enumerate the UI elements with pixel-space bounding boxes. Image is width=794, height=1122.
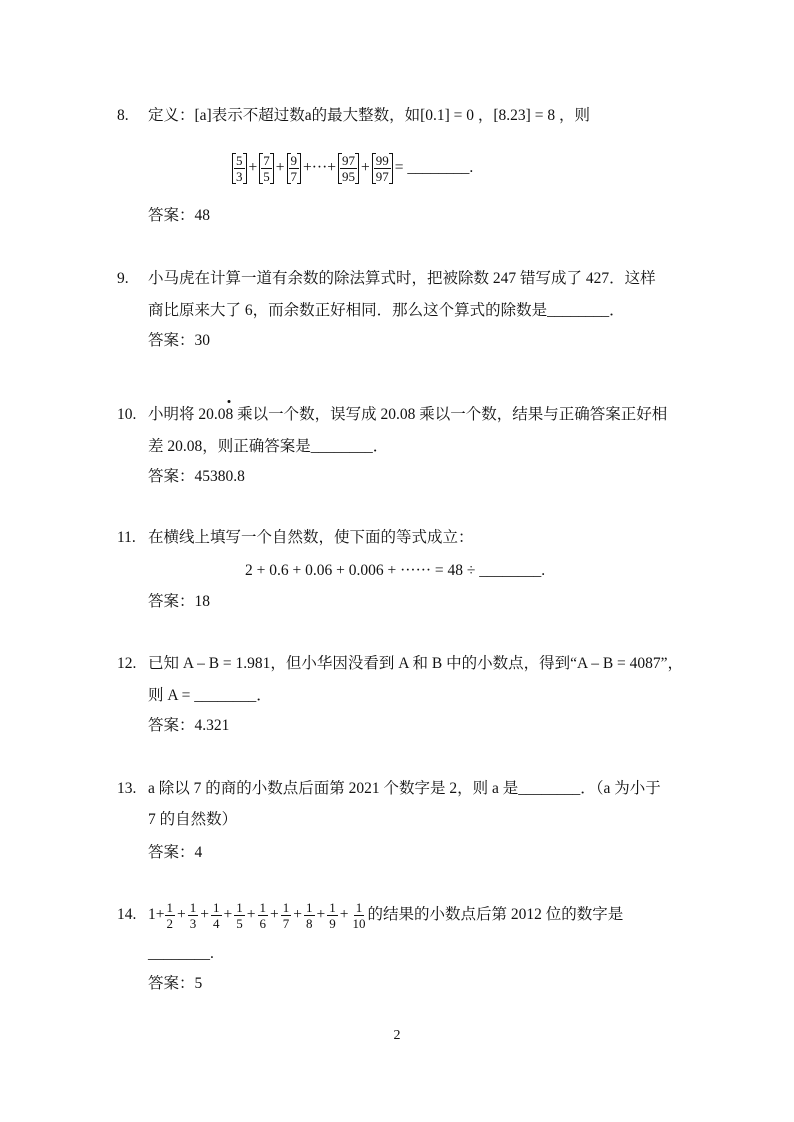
q14-frac-1: $\frac{1}{2}$ — [166, 899, 173, 931]
q8-frac-3-num: 9 — [290, 152, 297, 168]
q12-line-1: 已知 A – B = 1.981，但小华因没看到 A 和 B 中的小数点，得到“A – B = 4087”， — [148, 655, 684, 672]
q8-floor-3 — [287, 153, 302, 184]
q8-floor-5 — [372, 153, 393, 184]
q8-floor-1 — [232, 153, 247, 184]
q8-frac-5-den: 97 — [375, 168, 389, 184]
q8-stem: 定义：[a]表示不超过数a的最大整数，如[0.1] = 0 ，[8.23] = 8 ，则 — [148, 107, 590, 124]
q10-line-1 — [148, 405, 667, 425]
q11-equation: 2 + 0.6 + 0.06 + 0.006 + ······ = 48 ÷ ________. — [245, 562, 546, 579]
q14-answer: 答案：5 — [148, 975, 203, 992]
q14-lead: 1+ — [148, 906, 165, 923]
q8-frac-2-num: 7 — [263, 152, 270, 168]
q14-number: 14. — [117, 906, 137, 923]
q8-answer: 答案：48 — [148, 207, 211, 224]
q14-line-2: ________. — [148, 945, 214, 962]
q10-line-1-rest: 乘以一个数，误写成 20.08 乘以一个数，结果与正确答案正好相 — [233, 406, 668, 423]
q9-answer: 答案：30 — [148, 332, 211, 349]
q8-frac-1-num: 5 — [236, 152, 243, 168]
q14-frac-2: $\frac{1}{3}$ — [189, 899, 197, 931]
q14-frac-6: $\frac{1}{7}$ — [282, 899, 290, 931]
q13-number: 13. — [117, 780, 137, 797]
q8-expression: $\frac{5}{3}$ + $\frac{7}{5}$ + $\frac{9}{7}$ +···+ $\frac{97}{95}$ + $\frac{99}{97}$ = ________. — [232, 146, 475, 190]
q10-repeating-digit: 8 — [225, 406, 234, 423]
q10-pre: 小明将 20.0 — [148, 406, 226, 423]
q13-line-2: 7 的自然数） — [148, 811, 238, 828]
q14-frac-4: $\frac{1}{5}$ — [236, 899, 243, 931]
q12-answer: 答案：4.321 — [148, 717, 230, 734]
q8-frac-2-den: 5 — [263, 168, 270, 184]
q8-frac-5-num: 99 — [375, 152, 389, 168]
q12-number: 12. — [117, 655, 137, 672]
q10-line-2: 差 20.08，则正确答案是________． — [148, 438, 389, 455]
q8-ellipsis: +···+ — [303, 159, 336, 176]
q10-answer: 答案：45380.8 — [148, 468, 245, 485]
q10-number: 10. — [117, 406, 137, 423]
q8-number: 8. — [117, 107, 129, 124]
q14-frac-7: $\frac{1}{8}$ — [306, 899, 313, 931]
q13-line-1: a 除以 7 的商的小数点后面第 2021 个数字是 2，则 a 是________．（a 为小于 — [148, 780, 661, 797]
q8-floor-4 — [338, 153, 359, 184]
q14-line-1-rest: 的结果的小数点后第 2012 位的数字是 — [367, 906, 624, 923]
q11-number: 11. — [117, 529, 136, 546]
q14-frac-9: $\frac{1}{10}$ — [352, 899, 366, 931]
q8-frac-4-num: 97 — [341, 152, 355, 168]
page-number: 2 — [393, 1028, 401, 1043]
q9-line-1: 小马虎在计算一道有余数的除法算式时，把被除数 247 错写成了 427．这样 — [148, 270, 656, 287]
q8-floor-2 — [259, 153, 274, 184]
q9-number: 9. — [117, 270, 129, 287]
q8-frac-3-den: 7 — [290, 168, 297, 184]
q14-frac-3: $\frac{1}{4}$ — [213, 899, 220, 931]
q14-frac-8: $\frac{1}{9}$ — [329, 899, 336, 931]
q12-line-2: 则 A = ________． — [148, 687, 272, 704]
q8-frac-4-den: 95 — [341, 168, 355, 184]
q14-line-1: 1+ $\frac{1}{2}$ + $\frac{1}{3}$ + $\frac{1}{4}$ + $\frac{1}{5}$ + $\frac{1}{6}$ + $\frac{1}{7}$ + $\frac{1}{8}$ + $\frac{1}{9}$ + $\frac{1}{10}$ 的结果的小数点后第 2012 位的数字是 — [148, 899, 624, 931]
q11-answer: 答案：18 — [148, 593, 211, 610]
q13-answer: 答案：4 — [148, 844, 203, 861]
q9-line-2: 商比原来大了 6，而余数正好相同．那么这个算式的除数是________． — [148, 302, 625, 319]
q8-frac-1-den: 3 — [236, 168, 243, 184]
q8-tail: = ________. — [394, 159, 474, 176]
q14-frac-5: $\frac{1}{6}$ — [259, 899, 266, 931]
q11-line-1: 在横线上填写一个自然数，使下面的等式成立： — [148, 529, 474, 546]
